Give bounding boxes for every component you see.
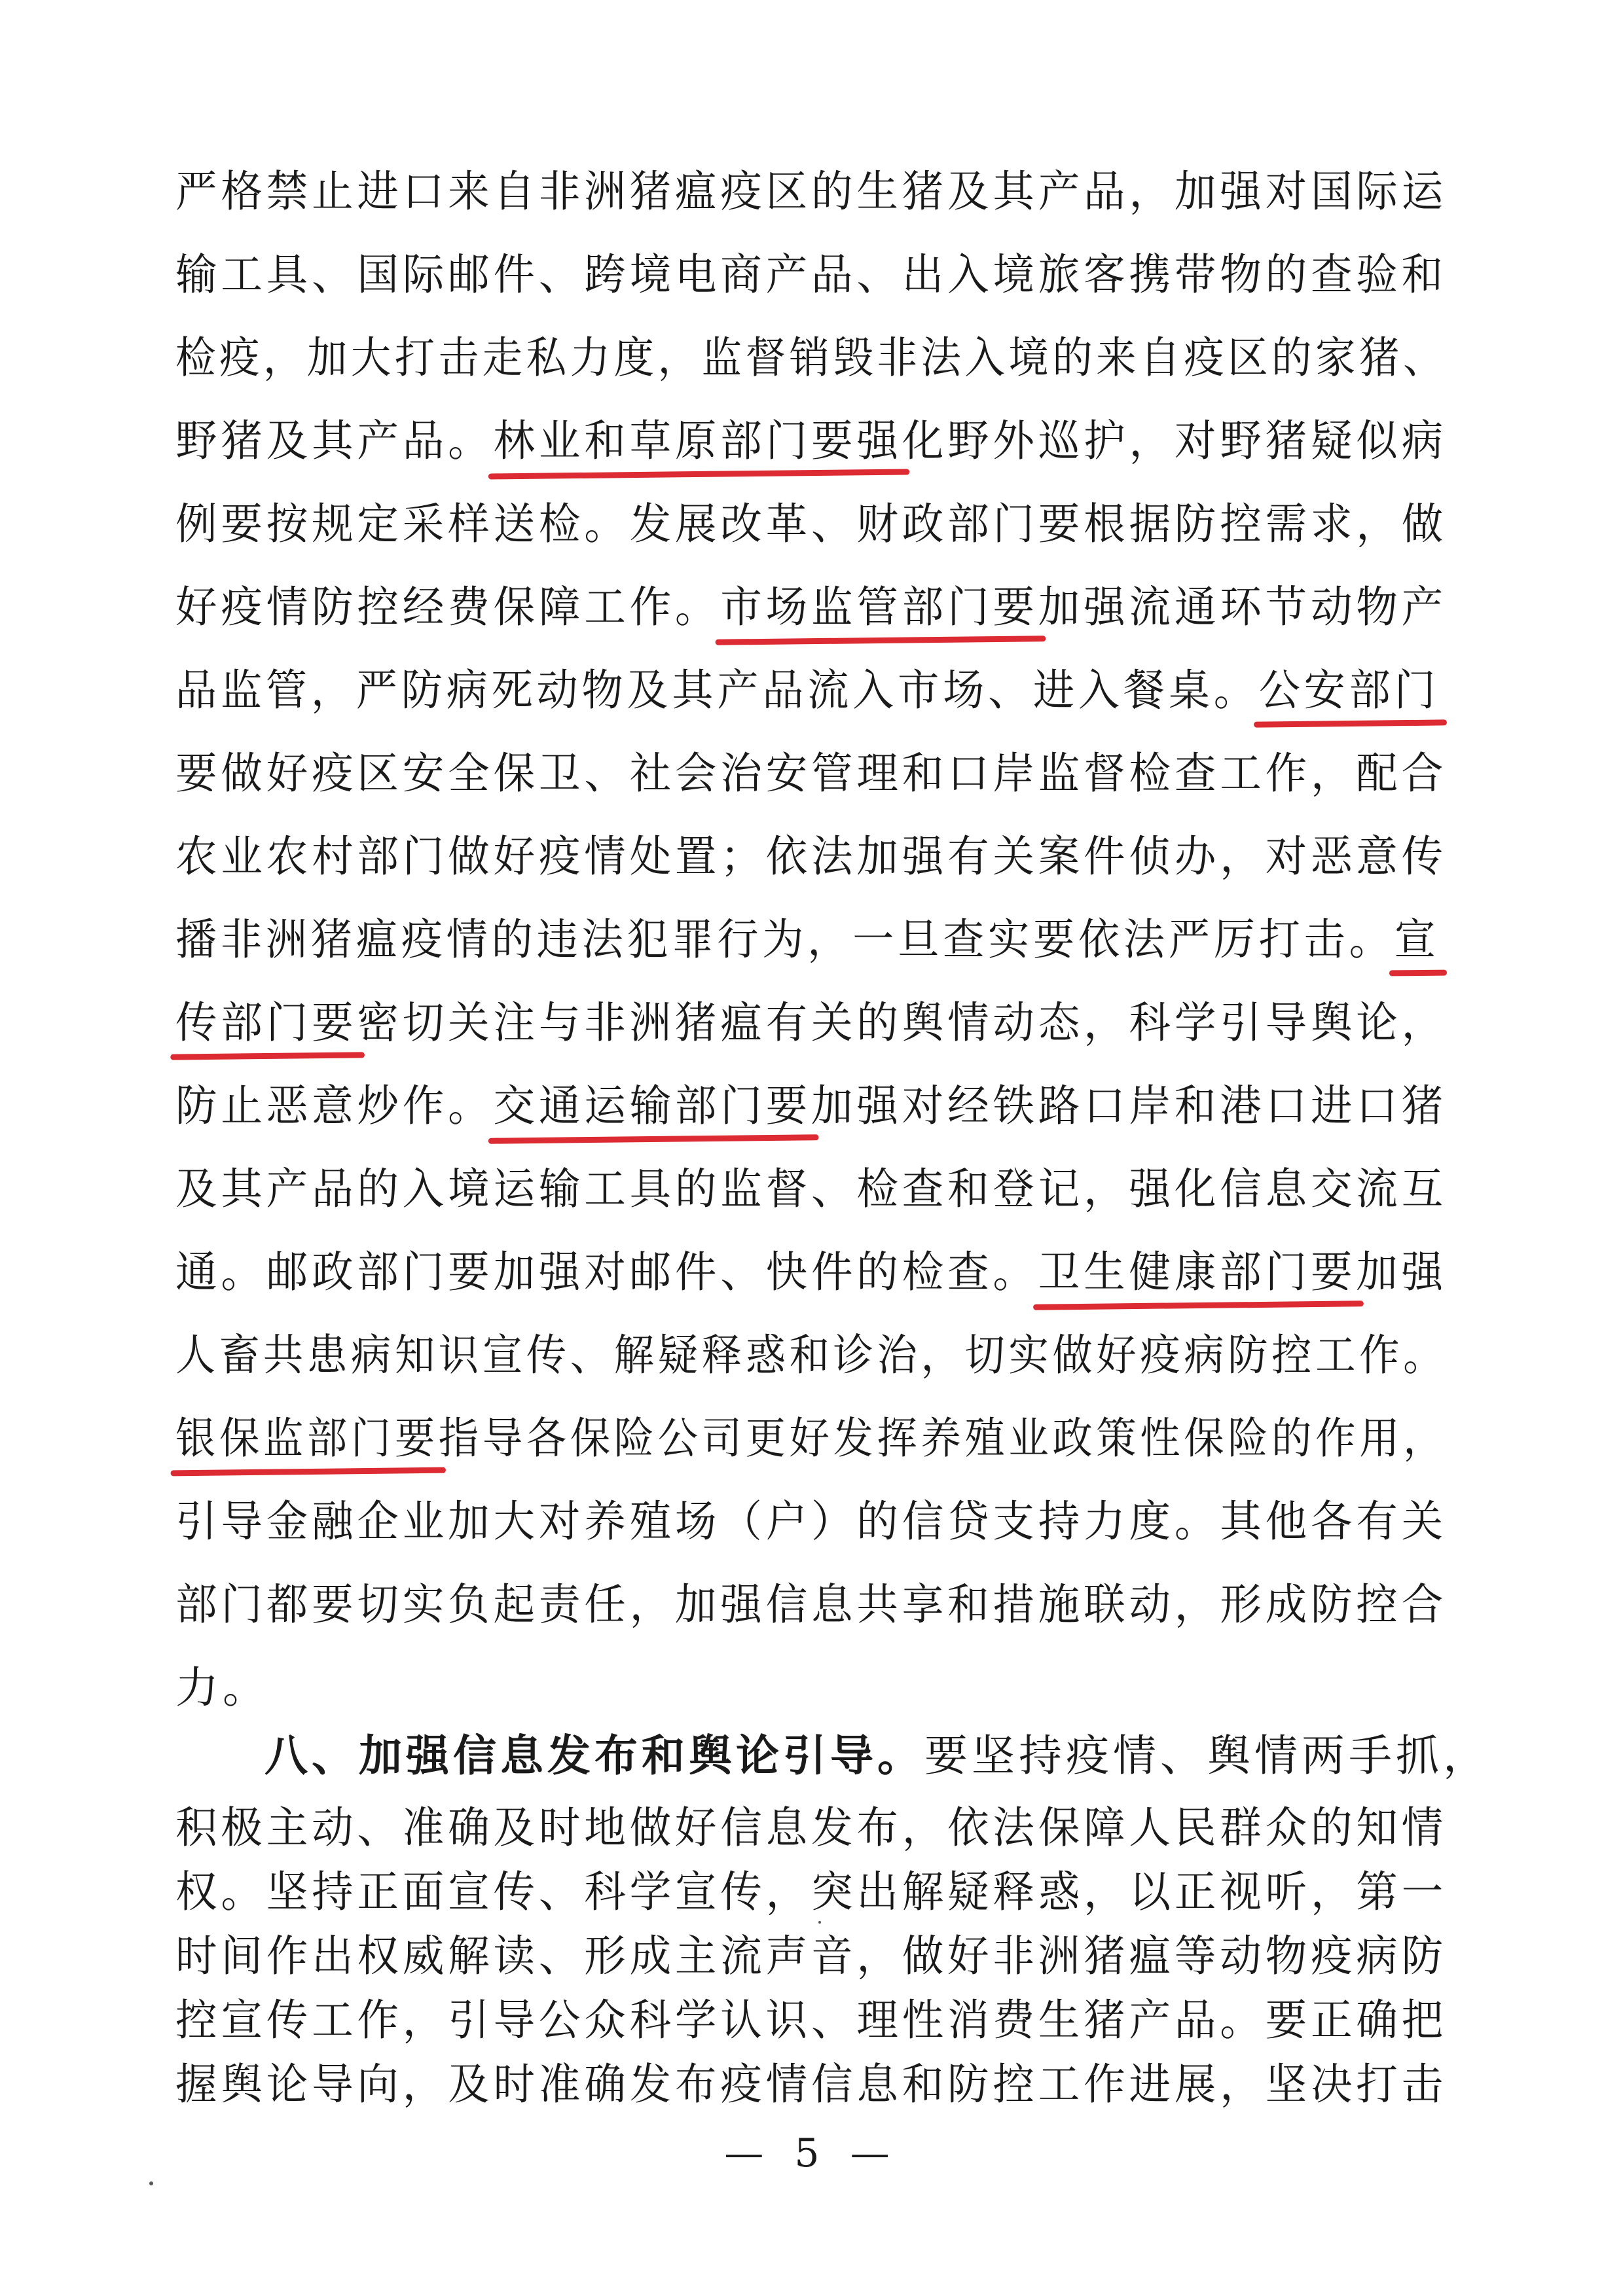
text-line-12: 防止恶意炒作。交通运输部门要加强对经铁路口岸和港口进口猪 <box>175 1081 1448 1131</box>
text-line-7: 品监管，严防病死动物及其产品流入市场、进入餐桌。公安部门 <box>175 665 1440 715</box>
text-line-11: 传部门要密切关注与非洲猪瘟有关的舆情动态，科学引导舆论， <box>175 997 1448 1048</box>
text-line-6: 好疫情防控经费保障工作。市场监管部门要加强流通环节动物产 <box>175 582 1448 632</box>
text-line-19: 力。 <box>175 1662 270 1713</box>
red-underline-publicity: 传部门要 <box>175 997 357 1048</box>
text-line-18: 部门都要切实负起责任，加强信息共享和措施联动，形成防控合 <box>175 1579 1448 1630</box>
scan-speck <box>149 2181 153 2185</box>
page-number: — 5 — <box>724 2130 899 2176</box>
section-line-1: 积极主动、准确及时地做好信息发布，依法保障人民群众的知情 <box>175 1803 1448 1853</box>
text-line-5: 例要按规定采样送检。发展改革、财政部门要根据防控需求，做 <box>175 499 1448 549</box>
text-line-15: 人畜共患病知识宣传、解疑释惑和诊治，切实做好疫病防控工作。 <box>175 1330 1448 1380</box>
section-line-3: 时间作出权威解读、形成主流声音，做好非洲猪瘟等动物疫病防 <box>175 1931 1448 1981</box>
text-line-3: 检疫，加大打击走私力度，监督销毁非法入境的来自疫区的家猪、 <box>175 332 1448 383</box>
section-line-4: 控宣传工作，引导公众科学认识、理性消费生猪产品。要正确把 <box>175 1995 1448 2045</box>
red-underline-public-security: 公安部门 <box>1258 665 1440 715</box>
text-line-1: 严格禁止进口来自非洲猪瘟疫区的生猪及其产品，加强对国际运 <box>175 166 1448 217</box>
text-line-2: 输工具、国际邮件、跨境电商产品、出入境旅客携带物的查验和 <box>175 249 1448 300</box>
text-line-8: 要做好疫区安全保卫、社会治安管理和口岸监督检查工作，配合 <box>175 748 1448 798</box>
scan-speck <box>818 1921 821 1924</box>
red-underline-forestry: 林业和草原部门要强 <box>493 416 902 466</box>
text-line-13: 及其产品的入境运输工具的监督、检查和登记，强化信息交流互 <box>175 1164 1448 1214</box>
red-underline-market-regulation: 市场监管部门要 <box>720 582 1038 632</box>
section-line-5: 握舆论导向，及时准确发布疫情信息和防控工作进展，坚决打击 <box>175 2059 1448 2109</box>
section-8-first-line: 八、加强信息发布和舆论引导。要坚持疫情、舆情两手抓， <box>264 1731 1490 1781</box>
text-line-4: 野猪及其产品。林业和草原部门要强化野外巡护，对野猪疑似病 <box>175 416 1448 466</box>
text-line-9: 农业农村部门做好疫情处置；依法加强有关案件侦办，对恶意传 <box>175 831 1448 882</box>
red-underline-publicity-start: 宣 <box>1394 914 1440 965</box>
red-underline-banking-insurance: 银保监部门要 <box>175 1413 439 1463</box>
red-underline-transport: 交通运输部门要 <box>493 1081 812 1131</box>
section-heading: 八、加强信息发布和舆论引导。 <box>264 1731 924 1781</box>
text-line-16: 银保监部门要指导各保险公司更好发挥养殖业政策性保险的作用， <box>175 1413 1448 1463</box>
section-line-2: 权。坚持正面宣传、科学宣传，突出解疑释惑，以正视听，第一 <box>175 1867 1448 1917</box>
text-line-17: 引导金融企业加大对养殖场（户）的信贷支持力度。其他各有关 <box>175 1496 1448 1547</box>
text-line-10: 播非洲猪瘟疫情的违法犯罪行为，一旦查实要依法严厉打击。宣 <box>175 914 1440 965</box>
red-underline-health: 卫生健康部门要 <box>1038 1247 1357 1297</box>
text-line-14: 通。邮政部门要加强对邮件、快件的检查。卫生健康部门要加强 <box>175 1247 1448 1297</box>
